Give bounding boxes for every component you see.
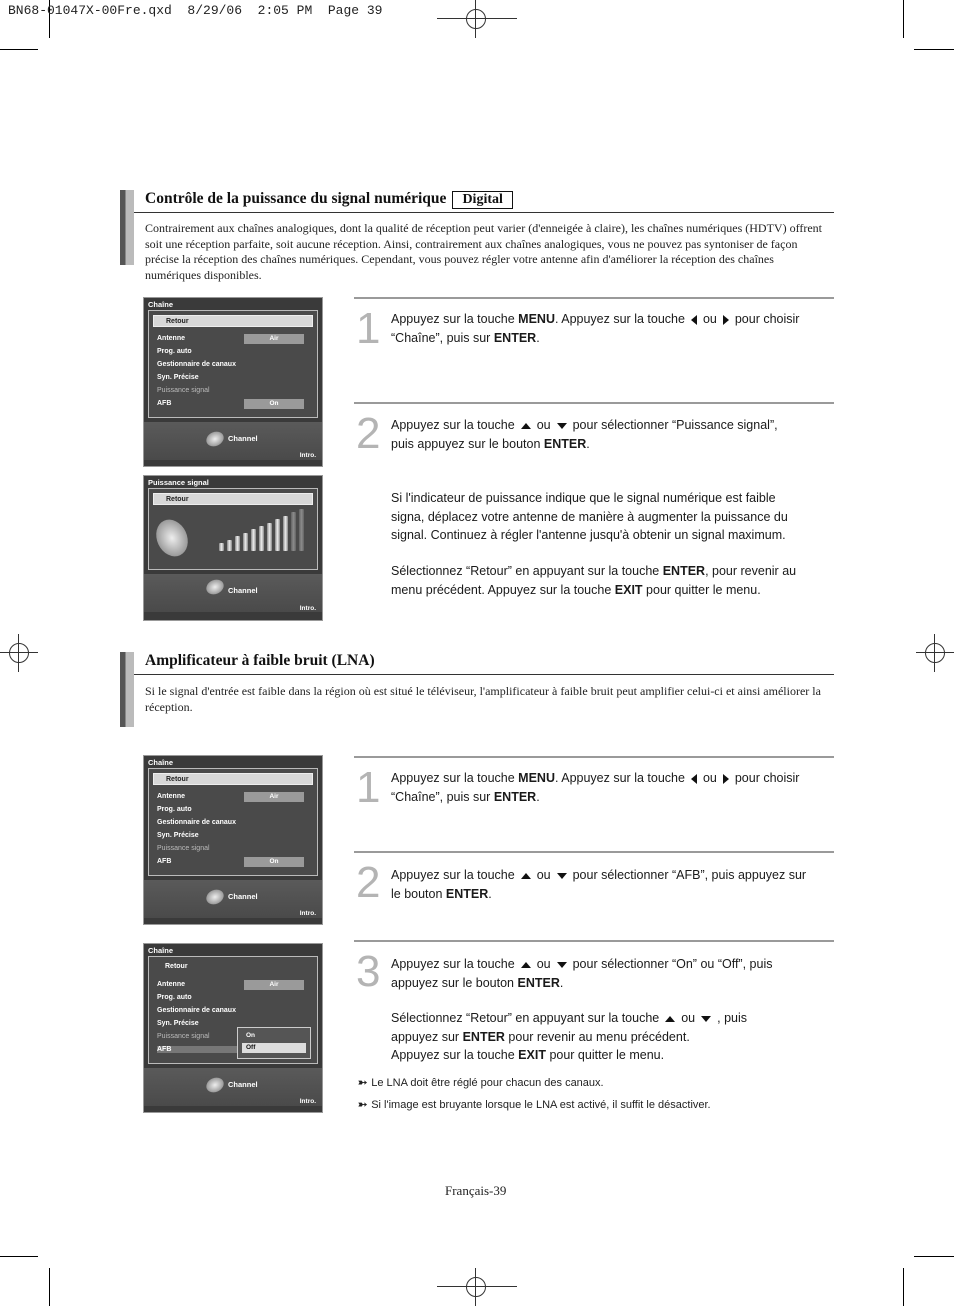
up-arrow-icon	[521, 423, 531, 429]
osd-item: Prog. auto	[157, 994, 192, 1001]
osd-intro: Intro.	[299, 1098, 316, 1105]
osd-channel: Channel	[228, 1080, 258, 1089]
crop-mark	[903, 1268, 904, 1306]
step-text: Appuyez sur la touche MENU. Appuyez sur la touche ou pour choisir “Chaîne”, puis sur ENTER.	[391, 312, 800, 345]
step-paragraph: Si l'indicateur de puissance indique que le signal numérique est faible signa, déplacez votre antenne de manière à augmenter la puissance du signal. Continuez à régler l'antenne jusqu'à obtenir un signal maximum.	[391, 491, 788, 542]
osd-panel	[148, 956, 318, 1064]
section-title: Amplificateur à faible bruit (LNA)	[145, 652, 375, 669]
step-rule	[354, 940, 834, 942]
osd-item: AFB	[157, 400, 172, 407]
step-rule	[354, 756, 834, 758]
osd-menu-screen	[143, 755, 323, 925]
osd-channel: Channel	[228, 434, 258, 443]
osd-bottom	[144, 574, 322, 612]
popup-option-on: On	[246, 1032, 256, 1039]
section-title: Contrôle de la puissance du signal numérique Digital	[145, 190, 513, 209]
down-arrow-icon	[557, 962, 567, 968]
osd-item: Syn. Précise	[157, 374, 199, 381]
section-bar	[120, 190, 134, 265]
section-intro: Si le signal d'entrée est faible dans la région où est situé le téléviseur, l'amplificateur à faible bruit peut amplifier celui-ci et ainsi améliorer la réception.	[145, 684, 821, 714]
osd-title: Chaîne	[148, 758, 174, 767]
signal-bar	[243, 533, 248, 551]
signal-bar	[251, 529, 256, 551]
osd-intro: Intro.	[299, 910, 316, 917]
step-paragraph: Sélectionnez “Retour” en appuyant sur la touche ou , puis appuyez sur ENTER pour revenir au menu précédent. Appuyez sur la touche EXIT pour quitter le menu.	[391, 1011, 748, 1062]
osd-item: Gestionnaire de canaux	[157, 1007, 236, 1014]
osd-item: Antenne	[157, 981, 185, 988]
osd-item: AFB	[157, 858, 172, 865]
crop-mark	[0, 1256, 38, 1257]
note: ➳ Si l'image est bruyante lorsque le LNA est activé, il suffit le désactiver.	[358, 1099, 711, 1111]
osd-panel	[148, 488, 318, 570]
step-rule	[354, 297, 834, 299]
osd-item: Puissance signal	[157, 1033, 210, 1040]
registration-mark	[916, 634, 954, 672]
osd-value: Air	[244, 980, 304, 990]
step-text: Appuyez sur la touche ou pour sélectionner “AFB”, puis appuyez sur le bouton ENTER.	[391, 868, 807, 901]
signal-bar	[267, 523, 272, 551]
left-arrow-icon	[691, 315, 697, 325]
osd-item: Syn. Précise	[157, 832, 199, 839]
step-number: 2	[356, 858, 381, 907]
onoff-popup	[237, 1027, 311, 1059]
note: ➳ Le LNA doit être réglé pour chacun des canaux.	[358, 1077, 604, 1089]
osd-retour: Retour	[153, 493, 313, 505]
right-arrow-icon	[723, 774, 729, 784]
registration-mark	[457, 0, 495, 38]
digital-badge: Digital	[452, 191, 512, 209]
signal-bar	[219, 543, 224, 551]
osd-item: Antenne	[157, 793, 185, 800]
down-arrow-icon	[557, 873, 567, 879]
popup-option-off: Off	[242, 1043, 306, 1053]
signal-bar	[299, 509, 304, 551]
osd-value: Air	[244, 334, 304, 344]
osd-item: Antenne	[157, 335, 185, 342]
osd-item: Puissance signal	[157, 845, 210, 852]
osd-item: AFB	[157, 1046, 242, 1053]
crop-mark	[49, 1268, 50, 1306]
step-paragraph: Sélectionnez “Retour” en appuyant sur la touche ENTER, pour revenir au menu précédent. Appuyez sur la touche EXIT pour quitter le menu.	[391, 564, 797, 597]
up-arrow-icon	[521, 873, 531, 879]
dish-icon	[204, 429, 226, 449]
osd-signal-screen	[143, 475, 323, 621]
section-rule	[134, 212, 834, 213]
osd-item: Puissance signal	[157, 387, 210, 394]
step-number: 1	[356, 763, 381, 812]
osd-panel	[148, 310, 318, 418]
signal-bar	[291, 512, 296, 551]
step-number: 1	[356, 304, 381, 353]
osd-panel	[148, 768, 318, 876]
step-text: Appuyez sur la touche ou pour sélectionner “On” ou “Off”, puis appuyez sur le bouton ENTER.	[391, 957, 773, 990]
osd-title: Chaîne	[148, 946, 174, 955]
step-text: Appuyez sur la touche MENU. Appuyez sur la touche ou pour choisir “Chaîne”, puis sur ENTER.	[391, 771, 800, 804]
osd-intro: Intro.	[299, 605, 316, 612]
osd-channel: Channel	[228, 892, 258, 901]
left-arrow-icon	[691, 774, 697, 784]
osd-bottom	[144, 1068, 322, 1106]
osd-intro: Intro.	[299, 452, 316, 459]
up-arrow-icon	[521, 962, 531, 968]
up-arrow-icon	[665, 1016, 675, 1022]
crop-mark	[903, 0, 904, 38]
osd-retour: Retour	[153, 773, 313, 785]
osd-item: Gestionnaire de canaux	[157, 819, 236, 826]
osd-bottom	[144, 422, 322, 460]
osd-afb-screen	[143, 943, 323, 1113]
dish-icon	[204, 577, 226, 597]
step-text: Appuyez sur la touche ou pour sélectionner “Puissance signal”, puis appuyez sur le bouton ENTER.	[391, 418, 778, 451]
osd-menu-screen	[143, 297, 323, 467]
osd-value: On	[244, 399, 304, 409]
down-arrow-icon	[701, 1016, 711, 1022]
signal-bar	[283, 516, 288, 551]
registration-mark	[0, 634, 38, 672]
satellite-dish-icon	[150, 514, 193, 561]
signal-bar	[259, 526, 264, 551]
section-intro: Contrairement aux chaînes analogiques, dont la qualité de réception peut varier (d'enneigée à claire), les chaînes numériques (HDTV) offrent soit une réception parfaite, soit aucune réception. Ainsi, contrairement aux chaînes analogiques, vous ne pouvez pas syntoniser de façon précise la réception des chaînes numériques. Cependant, vous pouvez régler votre antenne afin d'améliorer la réception des chaînes numériques disponibles.	[145, 221, 823, 282]
osd-value: Air	[244, 792, 304, 802]
right-arrow-icon	[723, 315, 729, 325]
osd-item: Gestionnaire de canaux	[157, 361, 236, 368]
osd-retour: Retour	[153, 315, 313, 327]
dish-icon	[204, 887, 226, 907]
signal-bar	[235, 536, 240, 551]
osd-item: Syn. Précise	[157, 1020, 199, 1027]
osd-title: Puissance signal	[148, 478, 209, 487]
step-number: 2	[356, 409, 381, 458]
osd-item: Prog. auto	[157, 348, 192, 355]
osd-item: Prog. auto	[157, 806, 192, 813]
osd-retour: Retour	[165, 963, 188, 970]
step-rule	[354, 851, 834, 853]
crop-mark	[914, 1256, 954, 1257]
crop-mark	[0, 49, 38, 50]
dish-icon	[204, 1075, 226, 1095]
crop-mark	[914, 49, 954, 50]
registration-mark	[457, 1268, 495, 1306]
osd-channel: Channel	[228, 586, 258, 595]
osd-title: Chaîne	[148, 300, 174, 309]
step-number: 3	[356, 947, 381, 996]
crop-mark	[437, 18, 517, 19]
page-number: Français-39	[445, 1183, 507, 1198]
osd-value: On	[244, 857, 304, 867]
section-rule	[134, 674, 834, 675]
signal-bar	[227, 540, 232, 551]
file-header: BN68-01047X-00Fre.qxd 8/29/06 2:05 PM Page 39	[8, 3, 383, 18]
section-bar	[120, 652, 134, 727]
crop-mark	[437, 1286, 517, 1287]
note-arrow-icon: ➳	[358, 1077, 368, 1089]
step-rule	[354, 402, 834, 404]
signal-bar	[275, 519, 280, 551]
osd-bottom	[144, 880, 322, 918]
note-arrow-icon: ➳	[358, 1099, 368, 1111]
down-arrow-icon	[557, 423, 567, 429]
